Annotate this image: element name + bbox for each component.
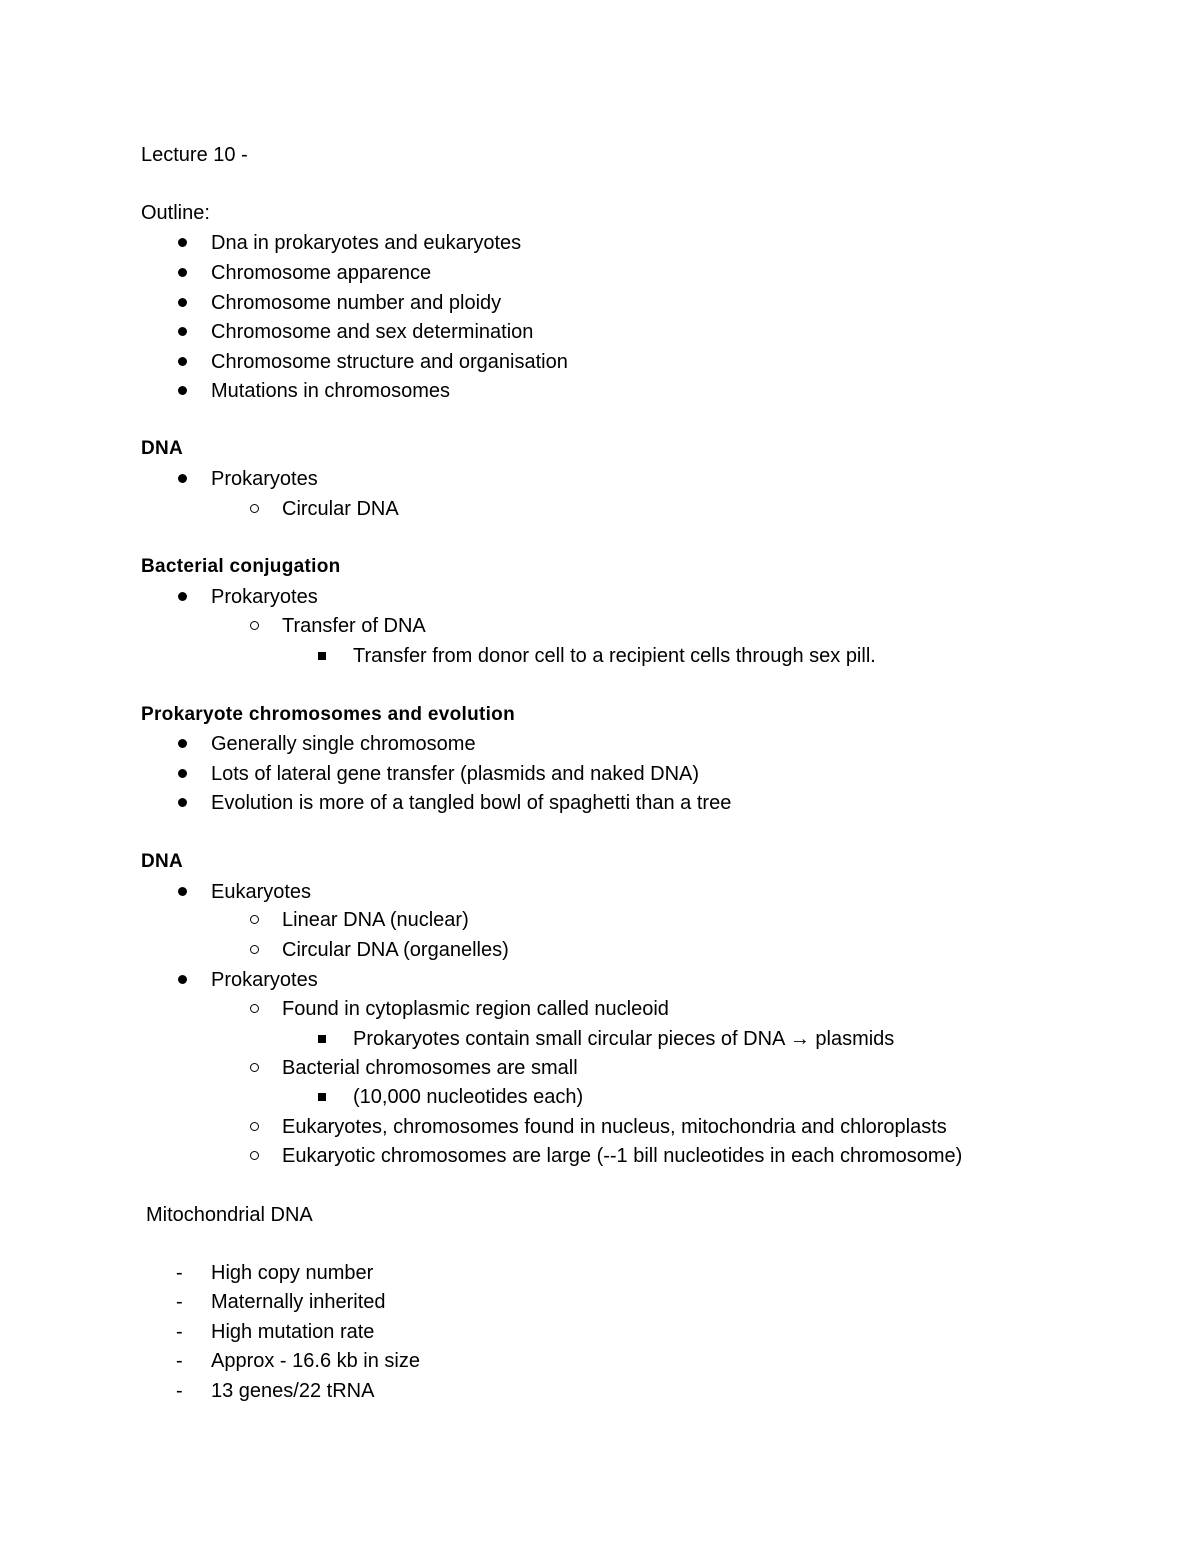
bullet-icon (178, 386, 187, 395)
list-item: Eukaryotes (211, 881, 312, 903)
circle-bullet-icon (250, 915, 259, 924)
square-bullet-icon (318, 1035, 326, 1043)
document-title: Lecture 10 - (141, 144, 248, 166)
square-bullet-icon (318, 652, 326, 660)
section-heading: Prokaryote chromosomes and evolution (141, 704, 515, 725)
list-item: Transfer from donor cell to a recipient cells through sex pill. (353, 645, 876, 667)
list-item: Generally single chromosome (211, 733, 476, 755)
bullet-icon (178, 298, 187, 307)
list-item: Circular DNA (organelles) (282, 939, 509, 961)
list-item: Chromosome and sex determination (211, 321, 534, 343)
dash-bullet: - (176, 1291, 183, 1313)
list-item: Circular DNA (282, 498, 399, 520)
list-item: Linear DNA (nuclear) (282, 909, 469, 931)
dash-bullet: - (176, 1262, 183, 1284)
bullet-icon (178, 268, 187, 277)
section-heading: Mitochondrial DNA (146, 1204, 313, 1226)
list-item: Lots of lateral gene transfer (plasmids and naked DNA) (211, 763, 700, 785)
bullet-icon (178, 975, 187, 984)
list-item: 13 genes/22 tRNA (211, 1380, 375, 1402)
section-heading: DNA (141, 851, 184, 872)
bullet-icon (178, 238, 187, 247)
circle-bullet-icon (250, 1151, 259, 1160)
circle-bullet-icon (250, 504, 259, 513)
circle-bullet-icon (250, 945, 259, 954)
list-item: Prokaryotes (211, 586, 318, 608)
list-item: Chromosome structure and organisation (211, 351, 568, 373)
section-heading: Bacterial conjugation (141, 556, 341, 577)
list-item: (10,000 nucleotides each) (353, 1086, 584, 1108)
list-item: Dna in prokaryotes and eukaryotes (211, 232, 522, 254)
square-bullet-icon (318, 1093, 326, 1101)
circle-bullet-icon (250, 1122, 259, 1131)
dash-bullet: - (176, 1350, 183, 1372)
list-item: Evolution is more of a tangled bowl of spaghetti than a tree (211, 792, 732, 814)
bullet-icon (178, 474, 187, 483)
circle-bullet-icon (250, 621, 259, 630)
list-item: High mutation rate (211, 1321, 375, 1343)
bullet-icon (178, 592, 187, 601)
list-item: Eukaryotes, chromosomes found in nucleus, mitochondria and chloroplasts (282, 1116, 947, 1138)
list-item: Prokaryotes (211, 969, 318, 991)
bullet-icon (178, 798, 187, 807)
dash-bullet: - (176, 1380, 183, 1402)
bullet-icon (178, 739, 187, 748)
list-item: Approx - 16.6 kb in size (211, 1350, 420, 1372)
list-item: Prokaryotes (211, 468, 318, 490)
list-item: Transfer of DNA (282, 615, 426, 637)
list-item: Bacterial chromosomes are small (282, 1057, 578, 1079)
dash-bullet: - (176, 1321, 183, 1343)
circle-bullet-icon (250, 1063, 259, 1072)
list-item: Chromosome number and ploidy (211, 292, 502, 314)
list-item: Maternally inherited (211, 1291, 386, 1313)
list-item: Found in cytoplasmic region called nucleoid (282, 998, 669, 1020)
outline-heading: Outline: (141, 202, 210, 224)
section-heading: DNA (141, 438, 184, 459)
list-item: Eukaryotic chromosomes are large (--1 bill nucleotides in each chromosome) (282, 1145, 963, 1167)
circle-bullet-icon (250, 1004, 259, 1013)
bullet-icon (178, 887, 187, 896)
list-item: Mutations in chromosomes (211, 380, 450, 402)
bullet-icon (178, 357, 187, 366)
bullet-icon (178, 769, 187, 778)
list-item: High copy number (211, 1262, 374, 1284)
list-item: Prokaryotes contain small circular pieces of DNA → plasmids (353, 1028, 895, 1050)
bullet-icon (178, 327, 187, 336)
list-item: Chromosome apparence (211, 262, 432, 284)
